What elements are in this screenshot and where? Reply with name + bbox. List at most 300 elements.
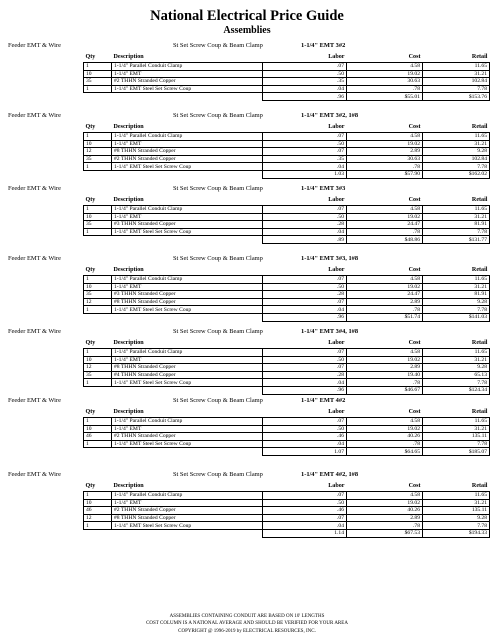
cell-description: 1-1/4" EMT (112, 70, 263, 78)
cell-cost: .78 (347, 163, 423, 171)
table-header-row (84, 52, 490, 63)
cell-qty: 1 (84, 163, 112, 171)
table-row (84, 492, 490, 500)
total-labor: .96 (263, 386, 347, 394)
section-code: 1-1/4" EMT 3#3, 1#8 (301, 255, 359, 262)
section-subcategory: St Set Screw Coup & Beam Clamp (173, 255, 263, 262)
section-code: 1-1/4" EMT 4#2, 1#8 (301, 471, 359, 478)
footer-notes (0, 613, 494, 635)
cell-description: 1-1/4" EMT (112, 283, 263, 291)
cell-qty: 35 (84, 221, 112, 229)
cell-labor: .07 (263, 298, 347, 306)
column-header-cost: Cost (347, 122, 423, 133)
assembly-table (83, 481, 490, 538)
table-row (84, 298, 490, 306)
cell-cost: 2.89 (347, 514, 423, 522)
column-header-qty: Qty (84, 52, 112, 63)
total-row (84, 448, 490, 456)
cell-description: #2 THHN Stranded Copper (112, 155, 263, 163)
section-category: Feeder EMT & Wire (8, 471, 61, 478)
cell-labor: .04 (263, 522, 347, 530)
cell-description: #2 THHN Stranded Copper (112, 78, 263, 86)
cell-description: #8 THHN Stranded Copper (112, 298, 263, 306)
page-title: National Electrical Price Guide (150, 8, 344, 24)
footer-line-copyright: COPYRIGHT @ 1996-2019 by ELECTRICAL RESOURCES, INC. (178, 628, 316, 634)
cell-retail: 11.65 (423, 418, 490, 426)
section-code: 1-1/4" EMT 3#3 (301, 185, 346, 192)
section-subcategory: St Set Screw Coup & Beam Clamp (173, 185, 263, 192)
total-row (84, 386, 490, 394)
cell-labor: .50 (263, 140, 347, 148)
column-header-description: Description (112, 265, 263, 276)
cell-retail: 11.65 (423, 133, 490, 141)
section-category: Feeder EMT & Wire (8, 185, 61, 192)
table-row (84, 507, 490, 515)
column-header-description: Description (112, 122, 263, 133)
table-row (84, 213, 490, 221)
cell-labor: .07 (263, 349, 347, 357)
table-row (84, 206, 490, 214)
cell-cost: 40.26 (347, 507, 423, 515)
section-category: Feeder EMT & Wire (8, 397, 61, 404)
cell-qty: 1 (84, 276, 112, 284)
total-labor: 1.07 (263, 448, 347, 456)
cell-retail: 11.65 (423, 492, 490, 500)
total-retail: $185.07 (423, 448, 490, 456)
cell-labor: .04 (263, 228, 347, 236)
total-spacer (84, 386, 263, 394)
cell-retail: 11.65 (423, 276, 490, 284)
cell-qty: 10 (84, 356, 112, 364)
section-code: 1-1/4" EMT 3#2 (301, 42, 346, 49)
total-cost: $57.90 (347, 170, 423, 178)
cell-cost: 4.58 (347, 63, 423, 71)
total-row (84, 236, 490, 244)
cell-labor: .50 (263, 356, 347, 364)
column-header-retail: Retail (423, 52, 490, 63)
column-header-description: Description (112, 195, 263, 206)
total-retail: $194.33 (423, 529, 490, 537)
cell-qty: 35 (84, 371, 112, 379)
table-row (84, 356, 490, 364)
cell-qty: 35 (84, 291, 112, 299)
total-cost: $51.74 (347, 313, 423, 321)
cell-retail: 11.65 (423, 349, 490, 357)
table-row (84, 425, 490, 433)
cell-qty: 1 (84, 492, 112, 500)
section-header (8, 327, 488, 337)
section-subcategory: St Set Screw Coup & Beam Clamp (173, 42, 263, 49)
table-row (84, 418, 490, 426)
cell-retail: 7.78 (423, 85, 490, 93)
cell-description: 1-1/4" EMT Steel Set Screw Coup (112, 163, 263, 171)
cell-qty: 1 (84, 206, 112, 214)
section-category: Feeder EMT & Wire (8, 328, 61, 335)
table-row (84, 514, 490, 522)
table-row (84, 133, 490, 141)
table-header-row (84, 122, 490, 133)
assembly-table (83, 52, 490, 101)
total-spacer (84, 313, 263, 321)
cell-labor: .07 (263, 276, 347, 284)
total-labor: 1.14 (263, 529, 347, 537)
cell-cost: 19.40 (347, 371, 423, 379)
cell-cost: 24.47 (347, 291, 423, 299)
section-subcategory: St Set Screw Coup & Beam Clamp (173, 471, 263, 478)
cell-retail: 102.84 (423, 155, 490, 163)
cell-labor: .28 (263, 291, 347, 299)
cell-qty: 1 (84, 133, 112, 141)
cell-retail: 81.91 (423, 291, 490, 299)
cell-retail: 7.78 (423, 379, 490, 387)
cell-labor: .04 (263, 306, 347, 314)
column-header-retail: Retail (423, 265, 490, 276)
section-code: 1-1/4" EMT 4#2 (301, 397, 346, 404)
cell-labor: .04 (263, 440, 347, 448)
cell-retail: 31.21 (423, 140, 490, 148)
cell-qty: 46 (84, 433, 112, 441)
cell-cost: 19.02 (347, 70, 423, 78)
cell-qty: 1 (84, 522, 112, 530)
total-spacer (84, 448, 263, 456)
cell-description: 1-1/4" Parallel Conduit Clamp (112, 276, 263, 284)
total-cost: $55.01 (347, 93, 423, 101)
cell-cost: 40.26 (347, 433, 423, 441)
cell-cost: 4.58 (347, 418, 423, 426)
cell-description: 1-1/4" Parallel Conduit Clamp (112, 63, 263, 71)
cell-description: #4 THHN Stranded Copper (112, 371, 263, 379)
column-header-qty: Qty (84, 481, 112, 492)
cell-labor: .46 (263, 507, 347, 515)
cell-qty: 1 (84, 306, 112, 314)
cell-description: 1-1/4" EMT Steel Set Screw Coup (112, 379, 263, 387)
cell-description: #3 THHN Stranded Copper (112, 291, 263, 299)
cell-qty: 10 (84, 283, 112, 291)
table-row (84, 163, 490, 171)
column-header-retail: Retail (423, 122, 490, 133)
cell-description: 1-1/4" EMT (112, 425, 263, 433)
cell-description: 1-1/4" Parallel Conduit Clamp (112, 206, 263, 214)
cell-description: 1-1/4" Parallel Conduit Clamp (112, 133, 263, 141)
section-subcategory: St Set Screw Coup & Beam Clamp (173, 328, 263, 335)
cell-cost: 4.58 (347, 349, 423, 357)
cell-qty: 10 (84, 499, 112, 507)
cell-description: 1-1/4" EMT (112, 140, 263, 148)
table-row (84, 85, 490, 93)
cell-cost: 19.02 (347, 140, 423, 148)
cell-qty: 1 (84, 418, 112, 426)
cell-cost: 30.63 (347, 78, 423, 86)
section-header (8, 41, 488, 51)
total-spacer (84, 170, 263, 178)
column-header-labor: Labor (263, 195, 347, 206)
cell-cost: 19.02 (347, 213, 423, 221)
cell-retail: 135.11 (423, 433, 490, 441)
cell-cost: .78 (347, 85, 423, 93)
cell-retail: 7.78 (423, 228, 490, 236)
cell-qty: 35 (84, 155, 112, 163)
column-header-description: Description (112, 407, 263, 418)
table-header-row (84, 195, 490, 206)
cell-qty: 10 (84, 70, 112, 78)
cell-qty: 1 (84, 228, 112, 236)
cell-labor: .50 (263, 213, 347, 221)
total-retail: $153.76 (423, 93, 490, 101)
cell-qty: 12 (84, 148, 112, 156)
cell-description: 1-1/4" EMT Steel Set Screw Coup (112, 228, 263, 236)
cell-qty: 46 (84, 507, 112, 515)
table-row (84, 155, 490, 163)
cell-retail: 135.11 (423, 507, 490, 515)
cell-qty: 1 (84, 63, 112, 71)
cell-description: 1-1/4" EMT (112, 356, 263, 364)
cell-cost: 24.47 (347, 221, 423, 229)
cell-description: #8 THHN Stranded Copper (112, 364, 263, 372)
section-header (8, 254, 488, 264)
cell-retail: 11.65 (423, 63, 490, 71)
footer-line-conduit-length: ASSEMBLIES CONTAINING CONDUIT ARE BASED ON 10' LENGTHS (169, 614, 325, 619)
column-header-description: Description (112, 52, 263, 63)
section-header (8, 470, 488, 480)
cell-qty: 10 (84, 140, 112, 148)
cell-qty: 1 (84, 379, 112, 387)
cell-retail: 31.21 (423, 356, 490, 364)
total-labor: .89 (263, 236, 347, 244)
assembly-table (83, 122, 490, 179)
cell-retail: 65.13 (423, 371, 490, 379)
cell-description: #3 THHN Stranded Copper (112, 221, 263, 229)
total-cost: $64.65 (347, 448, 423, 456)
cell-cost: 30.63 (347, 155, 423, 163)
cell-cost: 19.02 (347, 499, 423, 507)
cell-cost: 2.89 (347, 364, 423, 372)
cell-cost: 4.58 (347, 206, 423, 214)
cell-description: #8 THHN Stranded Copper (112, 514, 263, 522)
column-header-qty: Qty (84, 195, 112, 206)
cell-retail: 31.21 (423, 425, 490, 433)
cell-cost: 4.58 (347, 133, 423, 141)
total-retail: $131.77 (423, 236, 490, 244)
total-retail: $141.03 (423, 313, 490, 321)
column-header-labor: Labor (263, 122, 347, 133)
cell-description: 1-1/4" Parallel Conduit Clamp (112, 418, 263, 426)
section-subcategory: St Set Screw Coup & Beam Clamp (173, 397, 263, 404)
cell-retail: 7.78 (423, 306, 490, 314)
total-labor: .96 (263, 313, 347, 321)
table-row (84, 440, 490, 448)
cell-description: 1-1/4" EMT (112, 499, 263, 507)
cell-description: 1-1/4" EMT Steel Set Screw Coup (112, 306, 263, 314)
section-code: 1-1/4" EMT 3#2, 1#8 (301, 112, 359, 119)
cell-cost: .78 (347, 522, 423, 530)
cell-retail: 31.21 (423, 213, 490, 221)
cell-cost: 4.58 (347, 492, 423, 500)
total-row (84, 529, 490, 537)
total-labor: .96 (263, 93, 347, 101)
cell-labor: .50 (263, 70, 347, 78)
assembly-table (83, 407, 490, 456)
column-header-labor: Labor (263, 481, 347, 492)
total-labor: 1.03 (263, 170, 347, 178)
cell-retail: 7.78 (423, 522, 490, 530)
total-spacer (84, 93, 263, 101)
cell-labor: .07 (263, 492, 347, 500)
cell-qty: 12 (84, 514, 112, 522)
cell-qty: 1 (84, 85, 112, 93)
total-row (84, 313, 490, 321)
cell-labor: .07 (263, 63, 347, 71)
table-row (84, 70, 490, 78)
total-spacer (84, 236, 263, 244)
total-row (84, 170, 490, 178)
cell-cost: 2.89 (347, 298, 423, 306)
table-row (84, 148, 490, 156)
cell-cost: 2.89 (347, 148, 423, 156)
cell-qty: 35 (84, 78, 112, 86)
table-row (84, 371, 490, 379)
column-header-qty: Qty (84, 265, 112, 276)
total-spacer (84, 529, 263, 537)
column-header-labor: Labor (263, 52, 347, 63)
section-category: Feeder EMT & Wire (8, 255, 61, 262)
section-header (8, 396, 488, 406)
cell-retail: 9.28 (423, 514, 490, 522)
cell-cost: .78 (347, 440, 423, 448)
cell-labor: .50 (263, 499, 347, 507)
table-row (84, 364, 490, 372)
cell-labor: .50 (263, 425, 347, 433)
column-header-retail: Retail (423, 338, 490, 349)
cell-description: 1-1/4" Parallel Conduit Clamp (112, 349, 263, 357)
cell-labor: .35 (263, 155, 347, 163)
section-category: Feeder EMT & Wire (8, 42, 61, 49)
cell-labor: .35 (263, 78, 347, 86)
table-header-row (84, 265, 490, 276)
cell-cost: .78 (347, 379, 423, 387)
column-header-cost: Cost (347, 407, 423, 418)
section-category: Feeder EMT & Wire (8, 112, 61, 119)
table-row (84, 63, 490, 71)
cell-labor: .04 (263, 85, 347, 93)
table-row (84, 283, 490, 291)
cell-description: 1-1/4" EMT (112, 213, 263, 221)
total-retail: $162.02 (423, 170, 490, 178)
cell-qty: 1 (84, 440, 112, 448)
cell-description: 1-1/4" EMT Steel Set Screw Coup (112, 440, 263, 448)
page-subtitle: Assemblies (223, 25, 271, 36)
cell-retail: 81.91 (423, 221, 490, 229)
total-retail: $124.34 (423, 386, 490, 394)
column-header-cost: Cost (347, 52, 423, 63)
cell-labor: .46 (263, 433, 347, 441)
section-subcategory: St Set Screw Coup & Beam Clamp (173, 112, 263, 119)
cell-retail: 9.28 (423, 364, 490, 372)
cell-labor: .07 (263, 514, 347, 522)
total-cost: $46.67 (347, 386, 423, 394)
assembly-table (83, 265, 490, 322)
table-row (84, 228, 490, 236)
cell-qty: 10 (84, 213, 112, 221)
column-header-cost: Cost (347, 265, 423, 276)
table-header-row (84, 407, 490, 418)
cell-cost: 19.02 (347, 356, 423, 364)
table-row (84, 433, 490, 441)
cell-cost: .78 (347, 306, 423, 314)
table-row (84, 499, 490, 507)
table-row (84, 291, 490, 299)
cell-labor: .07 (263, 133, 347, 141)
cell-retail: 9.28 (423, 298, 490, 306)
total-cost: $67.53 (347, 529, 423, 537)
column-header-qty: Qty (84, 407, 112, 418)
total-cost: $48.86 (347, 236, 423, 244)
cell-labor: .07 (263, 364, 347, 372)
table-row (84, 276, 490, 284)
column-header-qty: Qty (84, 122, 112, 133)
cell-labor: .07 (263, 206, 347, 214)
cell-description: #2 THHN Stranded Copper (112, 507, 263, 515)
cell-description: 1-1/4" EMT Steel Set Screw Coup (112, 85, 263, 93)
cell-description: #8 THHN Stranded Copper (112, 148, 263, 156)
column-header-cost: Cost (347, 195, 423, 206)
column-header-labor: Labor (263, 338, 347, 349)
cell-qty: 12 (84, 298, 112, 306)
table-row (84, 379, 490, 387)
column-header-labor: Labor (263, 265, 347, 276)
cell-description: 1-1/4" EMT Steel Set Screw Coup (112, 522, 263, 530)
column-header-retail: Retail (423, 195, 490, 206)
table-header-row (84, 481, 490, 492)
total-row (84, 93, 490, 101)
column-header-qty: Qty (84, 338, 112, 349)
assembly-table (83, 338, 490, 395)
cell-retail: 31.21 (423, 499, 490, 507)
cell-retail: 9.28 (423, 148, 490, 156)
cell-retail: 31.21 (423, 70, 490, 78)
cell-qty: 10 (84, 425, 112, 433)
cell-labor: .28 (263, 221, 347, 229)
column-header-labor: Labor (263, 407, 347, 418)
table-header-row (84, 338, 490, 349)
cell-cost: .78 (347, 228, 423, 236)
cell-retail: 7.78 (423, 163, 490, 171)
section-header (8, 111, 488, 121)
cell-cost: 19.02 (347, 425, 423, 433)
table-row (84, 221, 490, 229)
footer-line-cost-note: COST COLUMN IS A NATIONAL AVERAGE AND SHOULD BE VERIFIED FOR YOUR AREA (146, 621, 348, 627)
cell-labor: .07 (263, 148, 347, 156)
cell-description: 1-1/4" Parallel Conduit Clamp (112, 492, 263, 500)
cell-retail: 11.65 (423, 206, 490, 214)
table-row (84, 349, 490, 357)
cell-cost: 4.58 (347, 276, 423, 284)
column-header-retail: Retail (423, 407, 490, 418)
section-header (8, 184, 488, 194)
cell-labor: .28 (263, 371, 347, 379)
column-header-cost: Cost (347, 338, 423, 349)
table-row (84, 306, 490, 314)
cell-retail: 31.21 (423, 283, 490, 291)
column-header-description: Description (112, 481, 263, 492)
table-row (84, 140, 490, 148)
assembly-table (83, 195, 490, 244)
table-row (84, 78, 490, 86)
cell-qty: 1 (84, 349, 112, 357)
column-header-description: Description (112, 338, 263, 349)
cell-labor: .50 (263, 283, 347, 291)
cell-qty: 12 (84, 364, 112, 372)
cell-labor: .04 (263, 163, 347, 171)
